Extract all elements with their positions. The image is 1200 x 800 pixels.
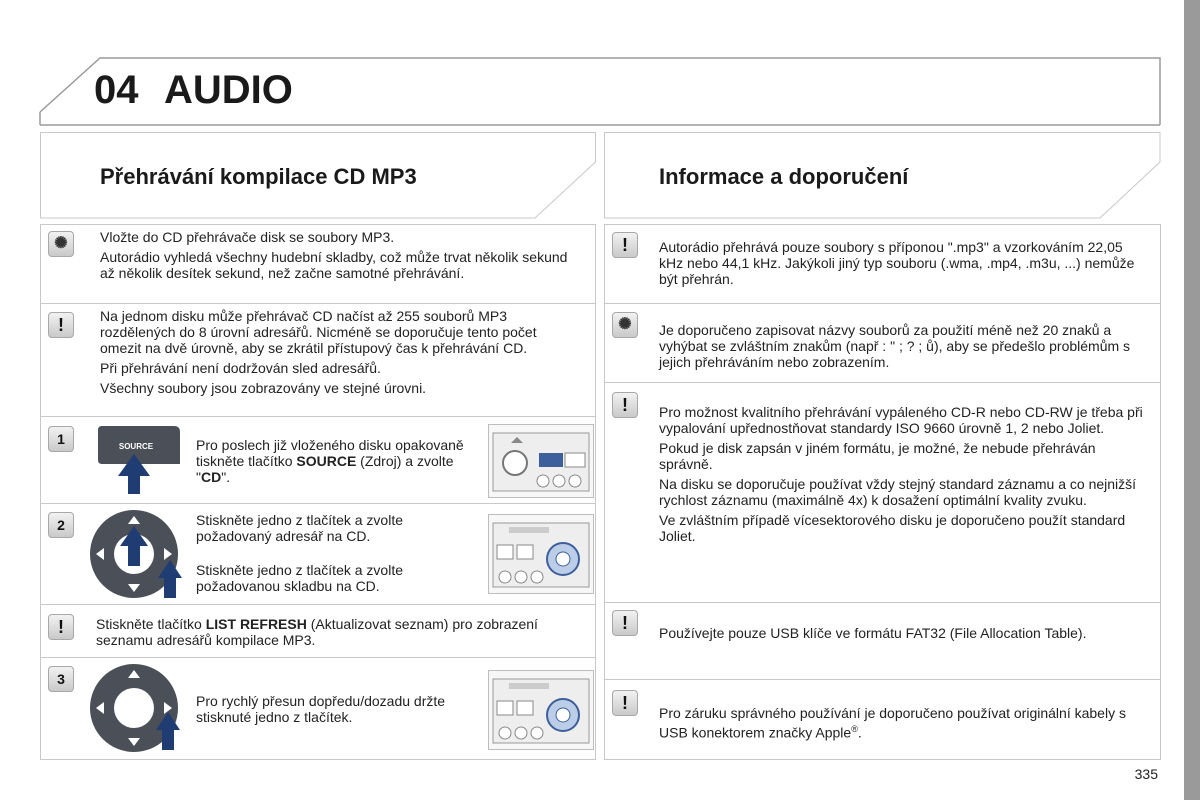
- info-box-3-paragraph-2: Pokud je disk zapsán v jiném formátu, je možné, že nebude přehráván správně.: [659, 440, 1096, 472]
- tip-paragraph-1: Vložte do CD přehrávače disk se soubory MP3.: [100, 229, 395, 245]
- tip-text: [100, 229, 570, 285]
- list-refresh-text: Stiskněte tlačítko LIST REFRESH (Aktualizovat seznam) pro zobrazení seznamu adresářů kompilace MP3.: [96, 616, 538, 648]
- radio-thumbnail-3: [488, 670, 594, 750]
- right-section-title: Informace a doporučení: [659, 164, 909, 189]
- step-1-text: Pro poslech již vloženého disku opakovaně tiskněte tlačítko SOURCE (Zdroj) a zvolte "CD".: [196, 437, 464, 485]
- exclamation-icon: !: [612, 232, 638, 258]
- info-box-5-text: Pro záruku správného používání je doporučeno používat originální kabely s USB konektorem značky Apple®.: [659, 705, 1126, 741]
- info-box-3-paragraph-4: Ve zvláštním případě vícesektorového disku je doporučeno použít standard Joliet.: [659, 512, 1126, 544]
- step-1-number: 1: [48, 426, 74, 452]
- left-section-title: Přehrávání kompilace CD MP3: [100, 164, 417, 189]
- info-box-4-text: Používejte pouze USB klíče ve formátu FAT32 (File Allocation Table).: [659, 625, 1087, 641]
- page-number: 335: [1134, 766, 1158, 782]
- step-2-text: [196, 512, 476, 598]
- info-box-4: [604, 602, 1161, 680]
- directional-pad-illustration-2: [88, 662, 184, 758]
- info-box-3-text: [659, 404, 1144, 548]
- exclamation-icon: !: [48, 312, 74, 338]
- step-2-number: 2: [48, 512, 74, 538]
- radio-thumbnail-2: [488, 514, 594, 594]
- lightbulb-icon: ✺: [48, 231, 74, 257]
- warning-paragraph-2: Při přehrávání není dodržován sled adresářů.: [100, 360, 381, 376]
- exclamation-icon: !: [612, 690, 638, 716]
- exclamation-icon: !: [612, 392, 638, 418]
- warning-paragraph-1: Na jednom disku může přehrávač CD načíst až 255 souborů MP3 rozdělených do 8 úrovní adresářů. Nicméně se doporučuje tento počet omezit na dvě úrovně, aby se zkrátil přístupový čas k přehrávání CD.: [100, 308, 537, 356]
- exclamation-icon: !: [48, 614, 74, 640]
- info-box-3-paragraph-3: Na disku se doporučuje používat vždy stejný standard záznamu a co nejnižší rychlost záznamu (maximálně 4x) k dosažení optimální kvality zvuku.: [659, 476, 1137, 508]
- info-box-2-text: Je doporučeno zapisovat názvy souborů za použití méně než 20 znaků a vyhýbat se zvláštním znakům (např : " ; ? ; ů), aby se předešlo problémům s jejich přehráváním nebo zobrazením.: [659, 322, 1131, 370]
- step-3-number: 3: [48, 666, 74, 692]
- info-box-1-text: Autorádio přehrává pouze soubory s příponou ".mp3" a vzorkováním 22,05 kHz nebo 44,1 kHz. Jakýkoli jiný typ souboru (.wma, .mp4, .m3u, ...) nemůže být přehrán.: [659, 239, 1135, 287]
- source-button-label: SOURCE: [118, 442, 154, 451]
- warning-text: [100, 308, 575, 400]
- tip-paragraph-2: Autorádio vyhledá všechny hudební skladby, což může trvat několik sekund až několik desítek sekund, než začne samotné přehrávání.: [100, 249, 568, 281]
- radio-thumbnail-1: [488, 424, 594, 498]
- lightbulb-icon: ✺: [612, 312, 638, 338]
- step-3-text: Pro rychlý přesun dopředu/dozadu držte stisknuté jedno z tlačítek.: [196, 693, 446, 725]
- chapter-title: AUDIO: [164, 68, 293, 112]
- step-2-text-1: Stiskněte jedno z tlačítek a zvolte požadovaný adresář na CD.: [196, 512, 403, 544]
- source-button-illustration: [96, 424, 186, 496]
- step-2-text-2: Stiskněte jedno z tlačítek a zvolte požadovanou skladbu na CD.: [196, 562, 403, 594]
- directional-pad-illustration: [88, 506, 184, 602]
- chapter-number: 04: [94, 68, 139, 112]
- info-box-3-paragraph-1: Pro možnost kvalitního přehrávání vypáleného CD-R nebo CD-RW je třeba při vypalování upřednostňovat standardy ISO 9660 úrovně 1, 2 nebo Joliet.: [659, 404, 1143, 436]
- warning-paragraph-3: Všechny soubory jsou zobrazovány ve stejné úrovni.: [100, 380, 427, 396]
- exclamation-icon: !: [612, 610, 638, 636]
